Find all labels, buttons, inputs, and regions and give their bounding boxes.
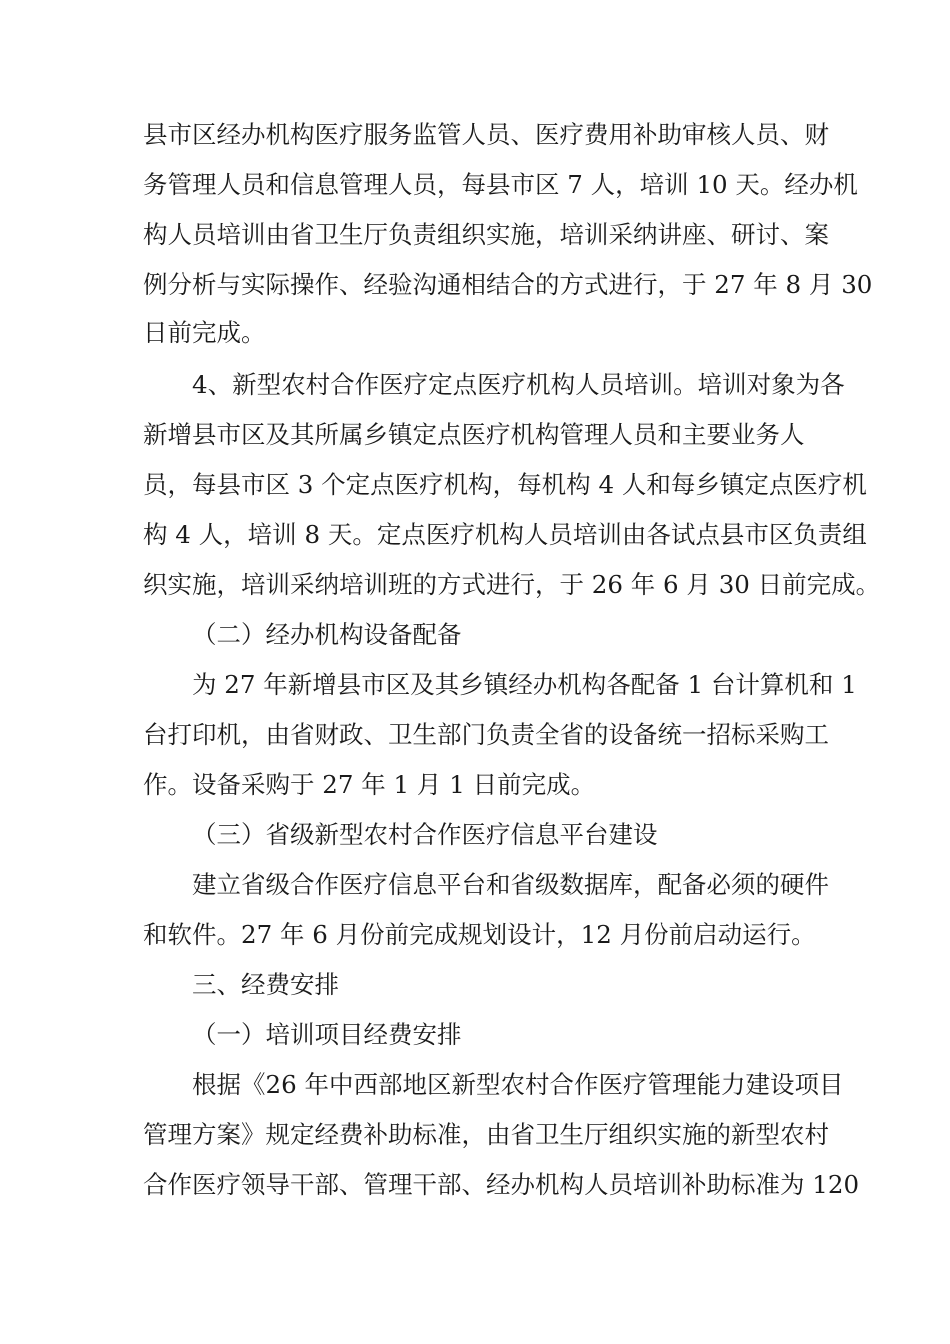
text-line: 县市区经办机构医疗服务监管人员、医疗费用补助审核人员、财 [143, 120, 829, 149]
text-line: 管理方案》规定经费补助标准，由省卫生厅组织实施的新型农村 [143, 1120, 829, 1149]
text-line: 务管理人员和信息管理人员，每县市区 7 人，培训 10 天。经办机 [143, 170, 858, 199]
section-heading: （二）经办机构设备配备 [192, 620, 462, 649]
text-line: 例分析与实际操作、经验沟通相结合的方式进行，于 27 年 8 月 30 [143, 270, 873, 299]
text-line: 台打印机，由省财政、卫生部门负责全省的设备统一招标采购工 [143, 720, 829, 749]
text-line: 作。设备采购于 27 年 1 月 1 日前完成。 [143, 770, 596, 799]
section-heading: （三）省级新型农村合作医疗信息平台建设 [192, 820, 658, 849]
text-line: 新增县市区及其所属乡镇定点医疗机构管理人员和主要业务人 [143, 420, 805, 449]
text-line: 和软件。27 年 6 月份前完成规划设计，12 月份前启动运行。 [143, 920, 816, 949]
section-heading: （一）培训项目经费安排 [192, 1020, 462, 1049]
paragraph-start: 根据《26 年中西部地区新型农村合作医疗管理能力建设项目 [192, 1070, 844, 1099]
paragraph-item-4-start: 4、新型农村合作医疗定点医疗机构人员培训。培训对象为各 [192, 370, 845, 399]
text-line: 构 4 人，培训 8 天。定点医疗机构人员培训由各试点县市区负责组 [143, 520, 867, 549]
text-line: 合作医疗领导干部、管理干部、经办机构人员培训补助标准为 120 [143, 1170, 860, 1199]
text-line: 构人员培训由省卫生厅负责组织实施，培训采纳讲座、研讨、案 [143, 220, 829, 249]
paragraph-start: 为 27 年新增县市区及其乡镇经办机构各配备 1 台计算机和 1 [192, 670, 857, 699]
paragraph-start: 建立省级合作医疗信息平台和省级数据库，配备必须的硬件 [192, 870, 829, 899]
text-line: 日前完成。 [143, 318, 266, 347]
text-line: 织实施，培训采纳培训班的方式进行，于 26 年 6 月 30 日前完成。 [143, 570, 881, 599]
text-line: 员，每县市区 3 个定点医疗机构，每机构 4 人和每乡镇定点医疗机 [143, 470, 867, 499]
section-heading: 三、经费安排 [192, 970, 339, 999]
